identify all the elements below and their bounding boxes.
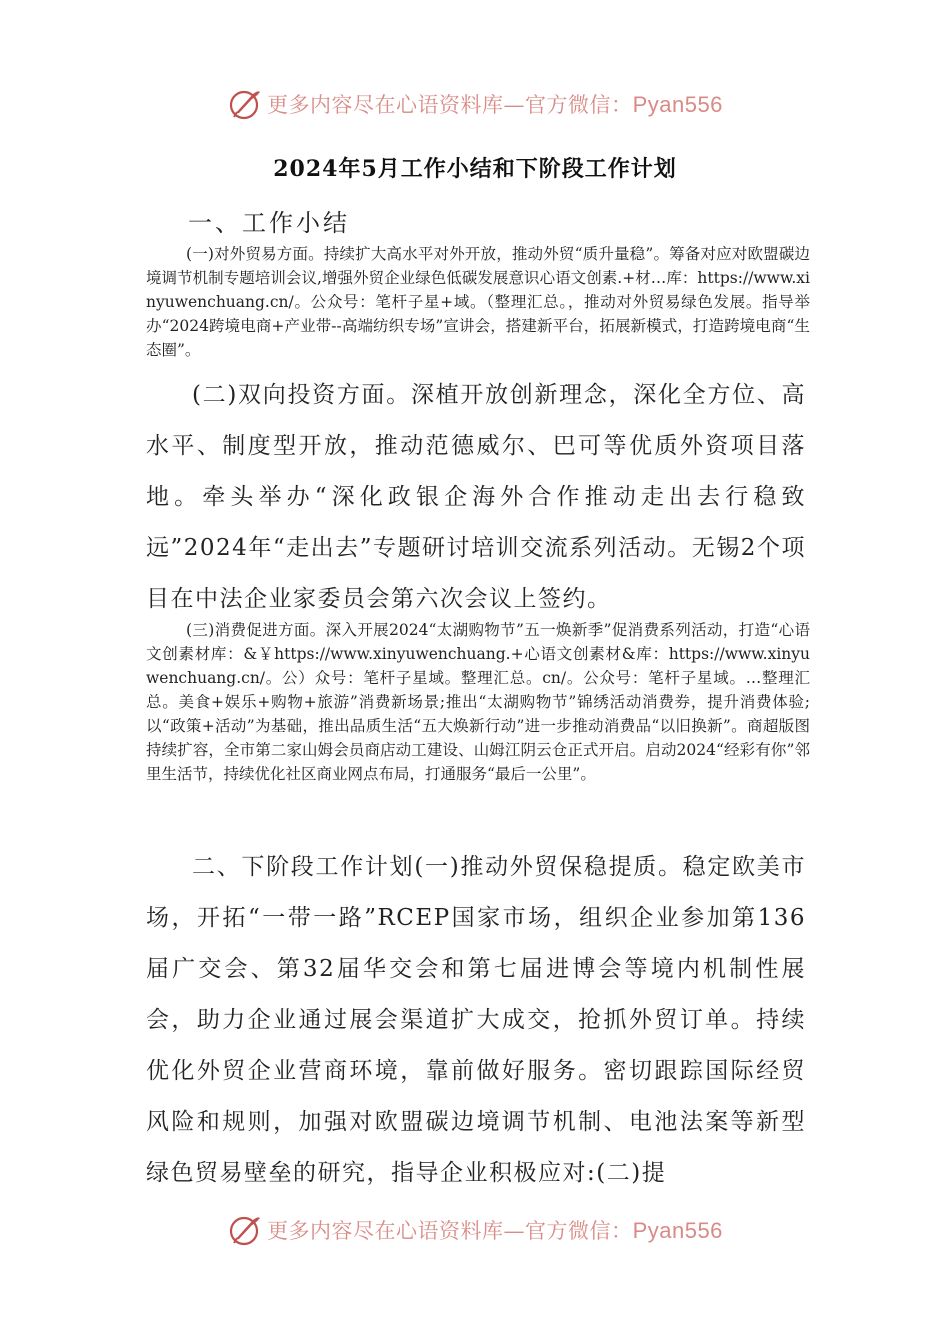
quill-logo-icon — [227, 86, 263, 122]
paragraph-next-plan: 二、下阶段工作计划(一)推动外贸保稳提质。稳定欧美市场，开拓“一带一路”RCEP国家市场，组织企业参加第136届广交会、第32届华交会和第七届进博会等境内机制性展会，助力企业通过展会渠道扩大成交，抢抓外贸订单。持续优化外贸企业营商环境，靠前做好服务。密切跟踪国际经贸风险和规则，加强对欧盟碳边境调节机制、电池法案等新型绿色贸易壁垒的研究，指导企业积极应对:(二)提 — [146, 854, 806, 1186]
paragraph-consumption: (三)消费促进方面。深入开展2024“太湖购物节”五一焕新季”促消费系列活动，打造“心语文创素材库：&￥https://www.xinyuwenchuang.+心语文创素材&库：https://www.xinyuwenchuang.cn/。公）众号：笔杆子星域。整理汇总。cn/。公众号：笔杆子星域。…整理汇总。美食+娱乐+购物+旅游”消费新场景;推出“太湖购物节”锦绣活动消费券，提升消费体验;以“政策+活动”为基础，推出品质生活“五大焕新行动”进一步推动消费品“以旧换新”。商超版图持续扩容，全市第二家山姆会员商店动工建设、山姆江阴云仓正式开启。启动2024“经彩有你”邻里生活节，持续优化社区商业网点布局，打通服务“最后一公里”。 — [146, 621, 810, 783]
paragraph-investment: (二)双向投资方面。深植开放创新理念，深化全方位、高水平、制度型开放，推动范德威尔、巴可等优质外资项目落地。牵头举办“深化政银企海外合作推动走出去行稳致远”2024年“走出去”专题研讨培训交流系列活动。无锡2个项目在中法企业家委员会第六次会议上签约。 — [146, 382, 806, 612]
section-heading-summary: 一、工作小结 — [188, 209, 350, 237]
banner-text: 更多内容尽在心语资料库—官方微信：Pyan556 — [267, 92, 723, 117]
banner-handle: Pyan556 — [632, 92, 723, 117]
banner-text: 更多内容尽在心语资料库—官方微信：Pyan556 — [267, 1218, 723, 1243]
paragraph-foreign-trade: (一)对外贸易方面。持续扩大高水平对外开放，推动外贸“质升量稳”。筹备对应对欧盟碳边境调节机制专题培训会议,增强外贸企业绿色低碳发展意识心语文创素.+材…库：https://www.xinyuwenchuang.cn/。公众号：笔杆子星+域。（整理汇总。，推动对外贸易绿色发展。指导举办“2024跨境电商+产业带--高端纺织专场”宣讲会，搭建新平台，拓展新模式，打造跨境电商“生态圈”。 — [146, 245, 810, 359]
banner-handle: Pyan556 — [632, 1218, 723, 1243]
quill-logo-icon — [227, 1212, 263, 1248]
header-watermark-banner — [0, 84, 950, 124]
footer-watermark-banner — [0, 1210, 950, 1250]
page-title: 2024年5月工作小结和下阶段工作计划 — [273, 156, 677, 182]
